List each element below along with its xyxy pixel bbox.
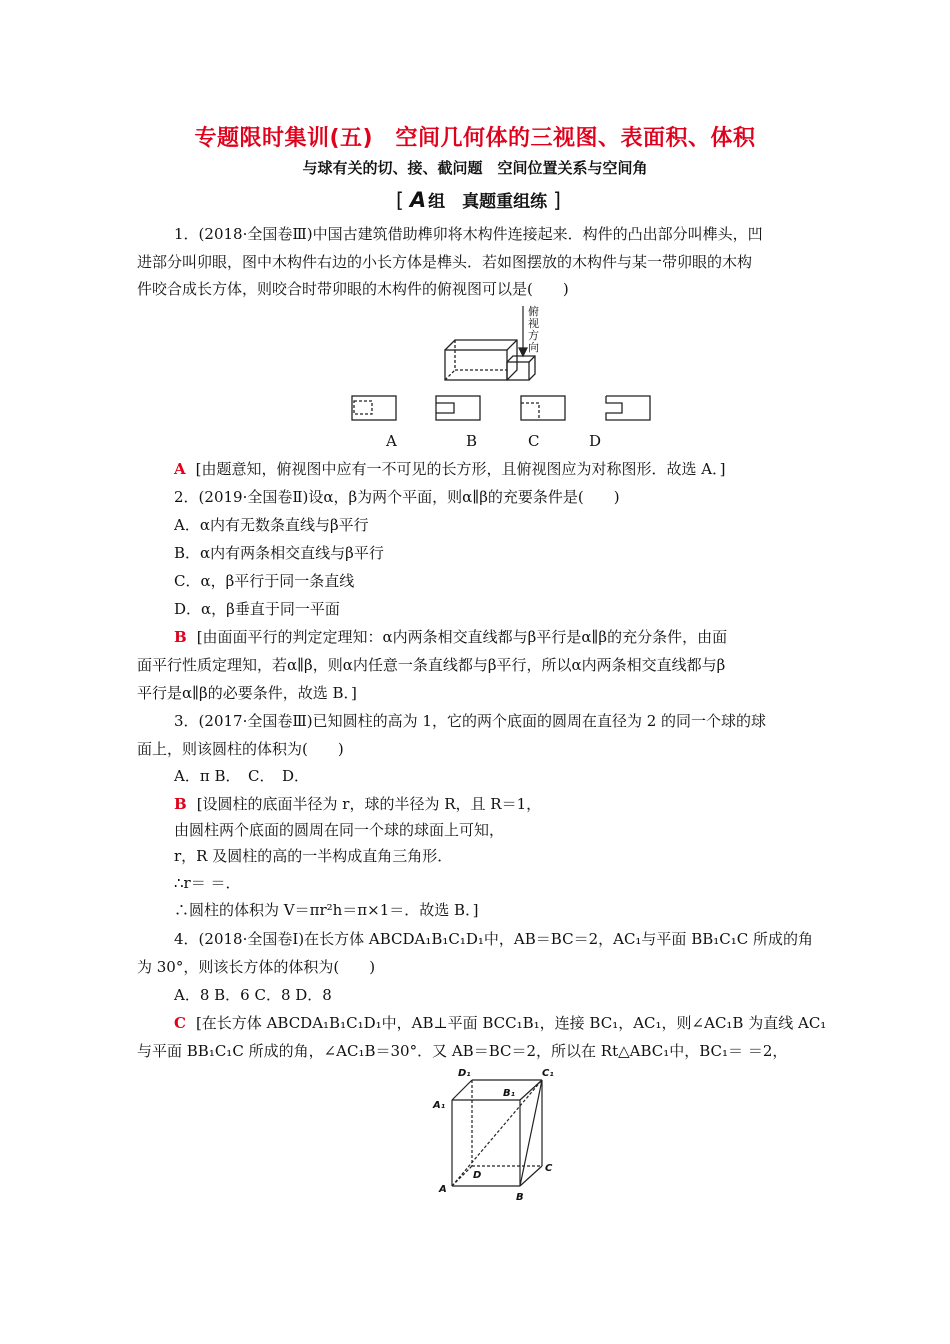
option-b-view xyxy=(436,396,480,420)
q4-stem-line2: 为 30°，则该长方体的体积为( ) xyxy=(137,958,376,976)
page-subtitle: 与球有关的切、接、截问题 空间位置关系与空间角 xyxy=(302,159,648,177)
q1-stem-line2: 进部分叫卯眼，图中木构件右边的小长方体是榫头．若如图摆放的木构件与某一带卯眼的木构 xyxy=(137,253,753,271)
label-c1: C₁ xyxy=(542,1068,554,1079)
q3-options: A．π B． C． D． xyxy=(174,767,309,785)
q2-option-d: D．α，β垂直于同一平面 xyxy=(174,600,340,618)
label-a1: A₁ xyxy=(433,1100,446,1111)
q4-answer-letter: C xyxy=(174,1014,186,1032)
q2-stem: 2．(2019·全国卷Ⅱ)设α，β为两个平面，则α∥β的充要条件是( ) xyxy=(174,488,620,506)
q2-answer-letter: B xyxy=(174,628,187,646)
option-c-view xyxy=(521,396,565,420)
wood-block xyxy=(445,340,535,380)
q2-answer-line2: 面平行性质定理知，若α∥β，则α内任意一条直线都与β平行，所以α内两条相交直线都与β xyxy=(137,656,726,674)
option-d-view xyxy=(606,396,650,420)
label-d1: D₁ xyxy=(458,1068,471,1079)
q4-options: A．8 B．6 C．8 D．8 xyxy=(174,986,332,1004)
option-d-label: D xyxy=(589,432,602,450)
q3-answer-line3: r，R 及圆柱的高的一半构成直角三角形． xyxy=(174,847,453,865)
option-a-view xyxy=(352,396,396,420)
page-title: 专题限时集训(五) 空间几何体的三视图、表面积、体积 xyxy=(194,126,756,151)
group-text: 组 真题重组练 xyxy=(428,192,548,212)
q1-answer-letter: A xyxy=(174,460,186,478)
q3-answer-line2: 由圆柱两个底面的圆周在同一个球的球面上可知， xyxy=(174,821,505,839)
q3-stem-line1: 3．(2017·全国卷Ⅲ)已知圆柱的高为 1，它的两个底面的圆周在直径为 2 的同一个球的球 xyxy=(174,712,767,730)
bracket-left: [ xyxy=(396,187,404,212)
option-c-label: C xyxy=(528,432,540,450)
q3-stem-line2: 面上，则该圆柱的体积为( ) xyxy=(137,740,344,758)
label-b: B xyxy=(516,1192,524,1203)
view-label: 俯 视 方 向 xyxy=(528,305,539,354)
bracket-right: ] xyxy=(553,187,561,212)
cuboid-figure xyxy=(425,1062,565,1207)
q3-answer-line4: ∴r＝ ＝． xyxy=(174,874,241,892)
q3-answer-letter: B xyxy=(174,795,187,813)
option-b-label: B xyxy=(466,432,478,450)
q3-answer-line5: ∴圆柱的体积为 V＝πr²h＝π×1＝．故选 B．] xyxy=(174,901,479,919)
q2-answer-line3: 平行是α∥β的必要条件，故选 B．] xyxy=(137,684,357,702)
label-a: A xyxy=(439,1184,447,1195)
q2-option-c: C．α，β平行于同一条直线 xyxy=(174,572,355,590)
q1-stem-line1: 1．(2018·全国卷Ⅲ)中国古建筑借助榫卯将木构件连接起来．构件的凸出部分叫榫头，凹 xyxy=(174,225,763,243)
group-letter: A xyxy=(409,187,427,212)
q4-answer-line2: 与平面 BB₁C₁C 所成的角，∠AC₁B＝30°．又 AB＝BC＝2，所以在 Rt△ABC₁中，BC₁＝ ＝2， xyxy=(137,1042,788,1060)
q2-option-b: B．α内有两条相交直线与β平行 xyxy=(174,544,384,562)
label-d: D xyxy=(473,1170,482,1181)
q3-answer-line1: B [设圆柱的底面半径为 r，球的半径为 R，且 R＝1， xyxy=(174,795,542,813)
q1-answer-text: [由题意知，俯视图中应有一不可见的长方形，且俯视图应为对称图形．故选 A．] xyxy=(195,460,726,478)
q2-option-a: A．α内有无数条直线与β平行 xyxy=(174,516,369,534)
label-b1: B₁ xyxy=(503,1088,516,1099)
q4-stem-line1: 4．(2018·全国卷Ⅰ)在长方体 ABCDA₁B₁C₁D₁中，AB＝BC＝2，AC₁与平面 BB₁C₁C 所成的角 xyxy=(174,930,813,948)
q2-answer-line1: B [由面面平行的判定定理知：α内两条相交直线都与β平行是α∥β的充分条件，由面 xyxy=(174,628,728,646)
view-direction-arrow xyxy=(519,306,527,356)
q1-stem-line3: 件咬合成长方体，则咬合时带卯眼的木构件的俯视图可以是( ) xyxy=(137,280,569,298)
group-heading xyxy=(396,187,561,212)
q4-answer-line1: C [在长方体 ABCDA₁B₁C₁D₁中，AB⊥平面 BCC₁B₁，连接 BC₁，AC₁，则∠AC₁B 为直线 AC₁ xyxy=(174,1014,827,1032)
q1-answer xyxy=(174,459,854,479)
label-c: C xyxy=(545,1163,553,1174)
option-a-label: A xyxy=(386,432,397,450)
